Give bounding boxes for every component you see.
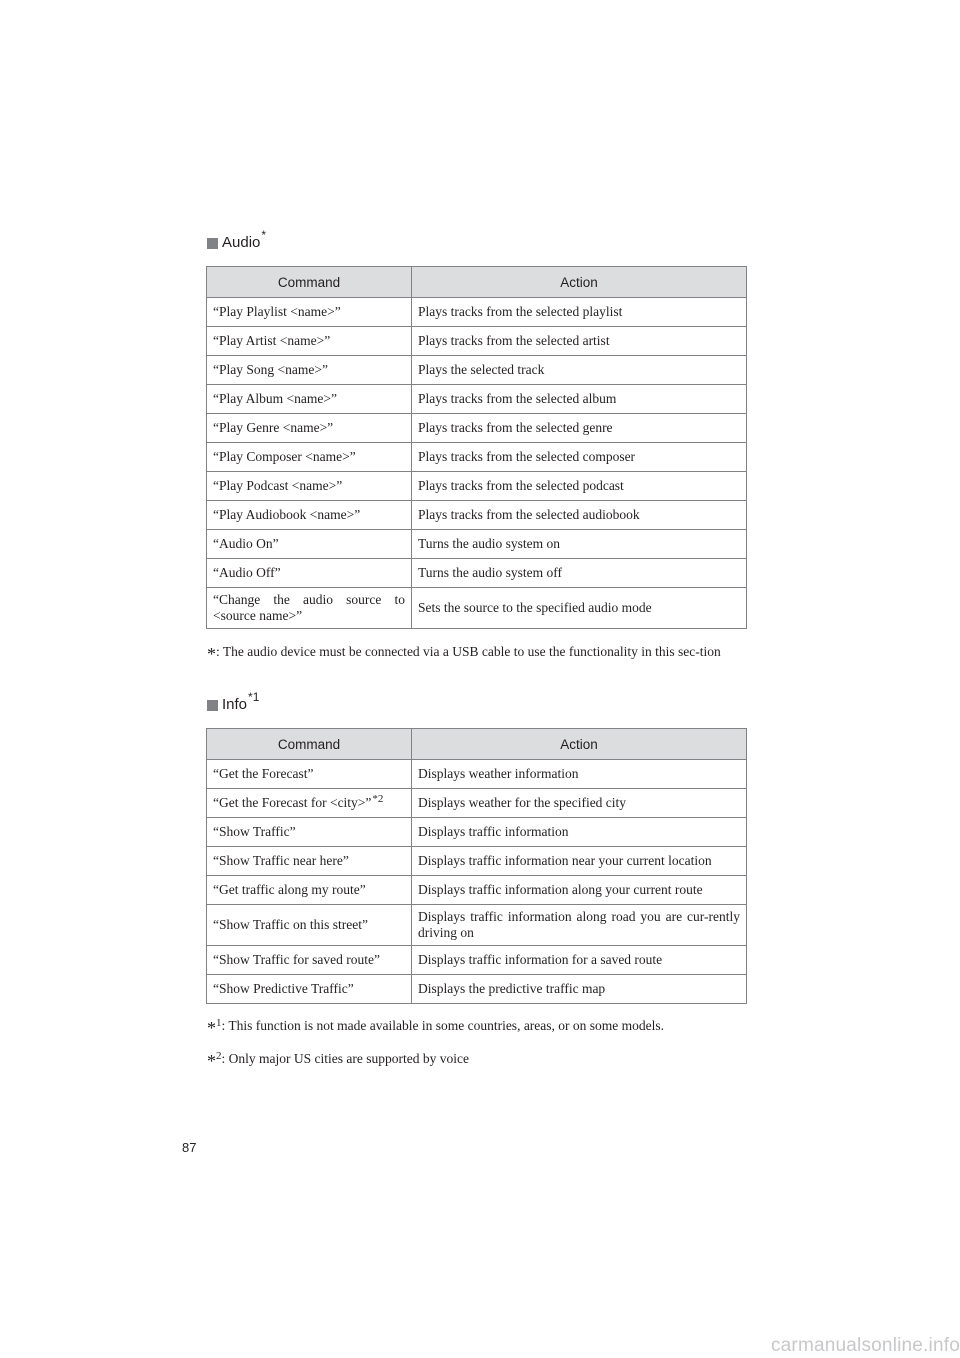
command-cell: “Play Song <name>” bbox=[207, 356, 412, 385]
action-cell: Displays traffic information along your current route bbox=[412, 876, 747, 905]
table-row bbox=[207, 443, 747, 472]
table-row bbox=[207, 472, 747, 501]
action-cell: Plays tracks from the selected podcast bbox=[412, 472, 747, 501]
action-cell: Displays traffic information for a saved route bbox=[412, 946, 747, 975]
table-row bbox=[207, 588, 747, 629]
action-column-header: Action bbox=[412, 267, 747, 298]
action-cell: Displays weather information bbox=[412, 760, 747, 789]
command-cell: “Play Album <name>” bbox=[207, 385, 412, 414]
table-row bbox=[207, 385, 747, 414]
action-cell: Displays traffic information along road you are cur-rently driving on bbox=[412, 905, 747, 946]
table-row bbox=[207, 975, 747, 1004]
info-heading-mark: *1 bbox=[248, 690, 260, 704]
command-cell: “Play Artist <name>” bbox=[207, 327, 412, 356]
action-cell: Displays traffic information near your current location bbox=[412, 847, 747, 876]
action-cell: Plays the selected track bbox=[412, 356, 747, 385]
square-bullet-icon bbox=[207, 700, 218, 711]
action-cell: Displays the predictive traffic map bbox=[412, 975, 747, 1004]
command-footnote-mark: *2 bbox=[372, 792, 384, 805]
action-cell: Plays tracks from the selected album bbox=[412, 385, 747, 414]
action-cell: Displays weather for the specified city bbox=[412, 789, 747, 818]
footnote-text: : Only major US cities are supported by voice bbox=[221, 1051, 469, 1066]
table-row bbox=[207, 789, 747, 818]
command-text: “Get the Forecast for <city>” bbox=[213, 794, 372, 810]
command-cell: “Get the Forecast” bbox=[207, 760, 412, 789]
footnote-text: : This function is not made available in some countries, areas, or on some models. bbox=[221, 1018, 665, 1033]
command-cell: “Play Playlist <name>” bbox=[207, 298, 412, 327]
table-row bbox=[207, 876, 747, 905]
command-cell: “Play Composer <name>” bbox=[207, 443, 412, 472]
audio-heading-mark: * bbox=[261, 228, 267, 242]
action-cell: Sets the source to the specified audio mode bbox=[412, 588, 747, 629]
table-row bbox=[207, 356, 747, 385]
audio-commands-table bbox=[206, 266, 747, 629]
command-cell: “Show Traffic” bbox=[207, 818, 412, 847]
table-header-row bbox=[207, 729, 747, 760]
action-cell: Turns the audio system off bbox=[412, 559, 747, 588]
page-number: 87 bbox=[182, 1140, 197, 1155]
command-cell: “Get traffic along my route” bbox=[207, 876, 412, 905]
table-row bbox=[207, 298, 747, 327]
info-footnote-2 bbox=[207, 1049, 747, 1072]
table-row bbox=[207, 905, 747, 946]
table-row bbox=[207, 327, 747, 356]
command-cell: “Audio On” bbox=[207, 530, 412, 559]
action-cell: Plays tracks from the selected playlist bbox=[412, 298, 747, 327]
watermark: carmanualsonline.info bbox=[770, 1335, 960, 1356]
footnote-mark: *$^1$ bbox=[207, 1017, 222, 1038]
command-cell: “Show Traffic for saved route” bbox=[207, 946, 412, 975]
table-header-row bbox=[207, 267, 747, 298]
command-cell: “Show Traffic near here” bbox=[207, 847, 412, 876]
table-row bbox=[207, 818, 747, 847]
command-cell: “Play Audiobook <name>” bbox=[207, 501, 412, 530]
command-column-header: Command bbox=[207, 267, 412, 298]
command-cell bbox=[207, 789, 412, 818]
footnote-mark: *$^2$ bbox=[207, 1050, 222, 1071]
info-footnote-1 bbox=[207, 1016, 747, 1039]
command-cell: “Play Podcast <name>” bbox=[207, 472, 412, 501]
command-column-header: Command bbox=[207, 729, 412, 760]
info-commands-table bbox=[206, 728, 747, 1004]
action-cell: Plays tracks from the selected artist bbox=[412, 327, 747, 356]
footnote-mark: * bbox=[207, 644, 216, 664]
info-section-heading bbox=[207, 690, 260, 713]
table-row bbox=[207, 530, 747, 559]
command-cell: “Play Genre <name>” bbox=[207, 414, 412, 443]
audio-heading-text: Audio bbox=[222, 234, 261, 251]
table-row bbox=[207, 559, 747, 588]
table-row bbox=[207, 847, 747, 876]
info-heading-text: Info bbox=[222, 696, 248, 713]
command-cell: “Show Predictive Traffic” bbox=[207, 975, 412, 1004]
table-row bbox=[207, 501, 747, 530]
command-cell: “Audio Off” bbox=[207, 559, 412, 588]
action-cell: Plays tracks from the selected composer bbox=[412, 443, 747, 472]
table-row bbox=[207, 760, 747, 789]
square-bullet-icon bbox=[207, 238, 218, 249]
table-row bbox=[207, 946, 747, 975]
action-cell: Plays tracks from the selected audiobook bbox=[412, 501, 747, 530]
audio-footnote bbox=[207, 642, 747, 664]
action-cell: Displays traffic information bbox=[412, 818, 747, 847]
command-cell: “Show Traffic on this street” bbox=[207, 905, 412, 946]
action-cell: Plays tracks from the selected genre bbox=[412, 414, 747, 443]
footnote-text: : The audio device must be connected via a USB cable to use the functionality in this sec-tion bbox=[216, 644, 721, 659]
action-cell: Turns the audio system on bbox=[412, 530, 747, 559]
audio-section-heading bbox=[207, 228, 267, 251]
action-column-header: Action bbox=[412, 729, 747, 760]
command-cell: “Change the audio source to <source name>” bbox=[207, 588, 412, 629]
table-row bbox=[207, 414, 747, 443]
